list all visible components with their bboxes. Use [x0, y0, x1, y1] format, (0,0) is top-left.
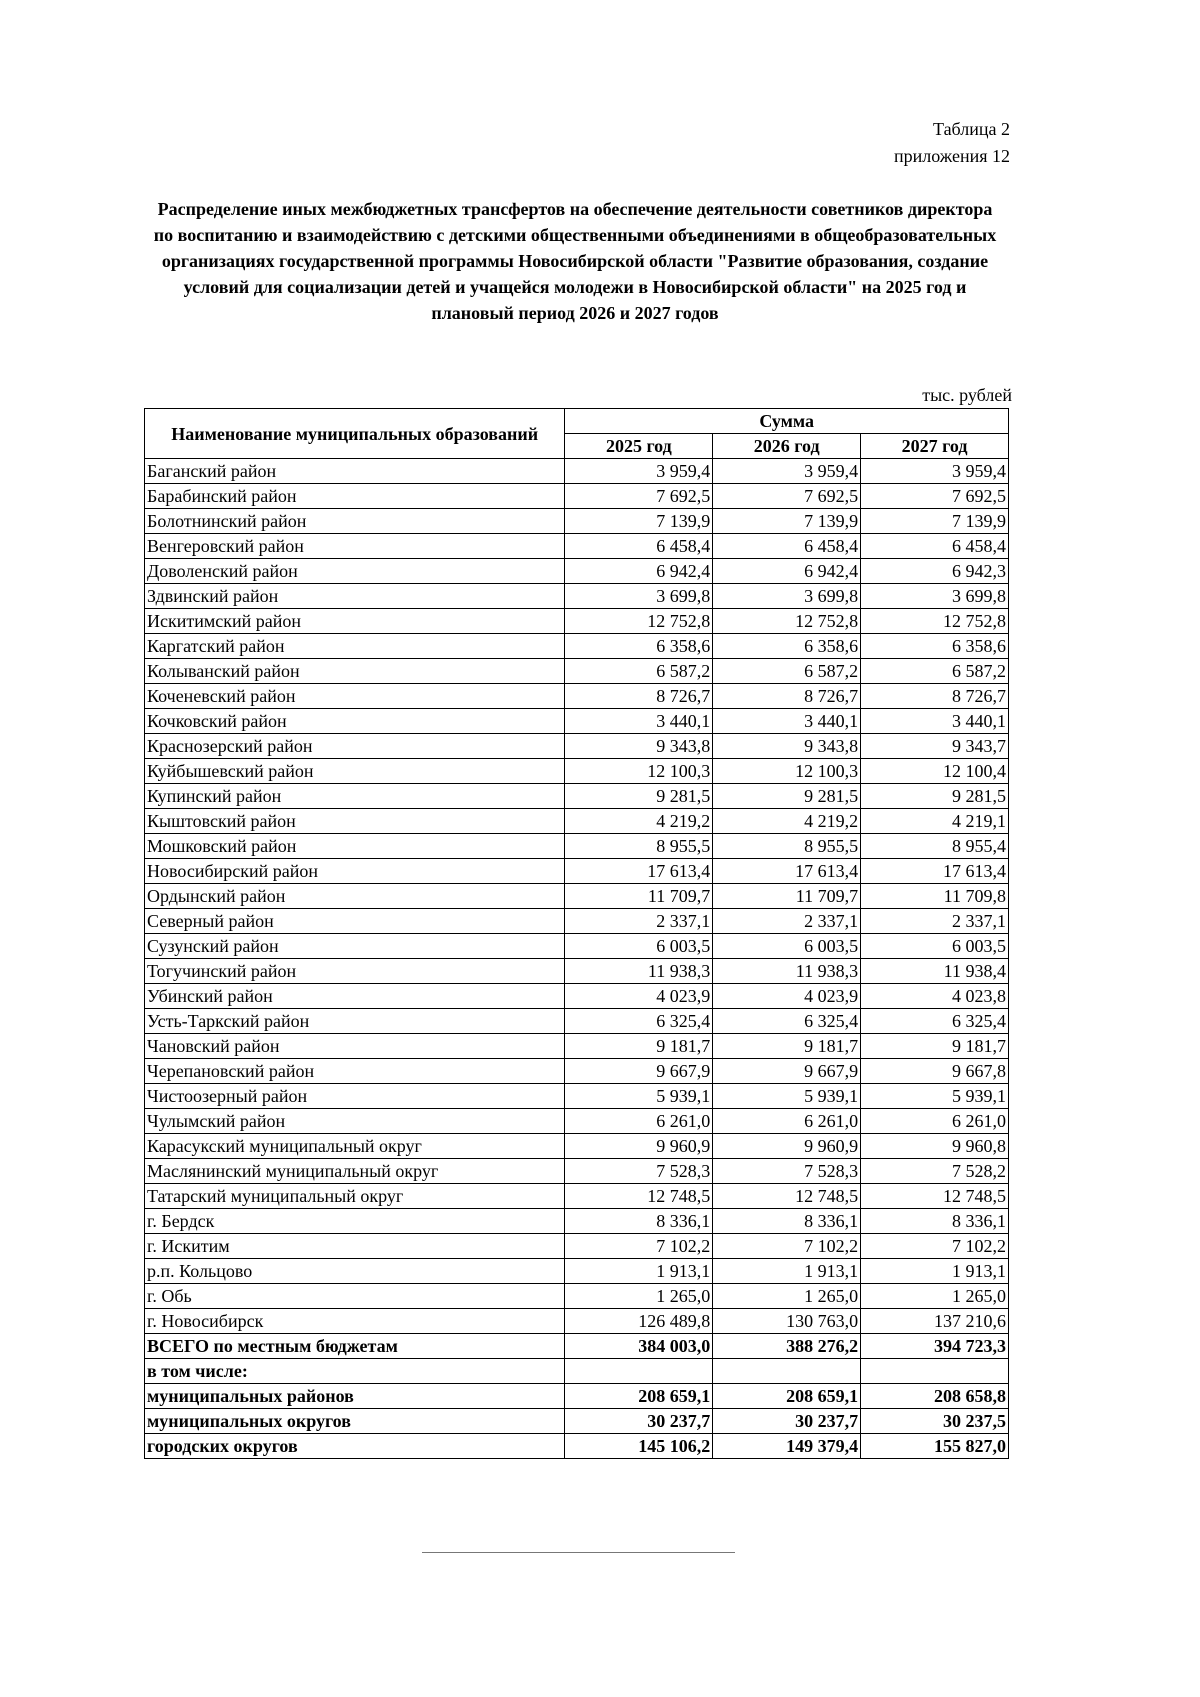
- amount-cell-2026: 8 955,5: [713, 834, 861, 859]
- table-row: [145, 1084, 1009, 1109]
- municipality-name-cell: городских округов: [145, 1434, 565, 1459]
- amount-cell-2026: 7 139,9: [713, 509, 861, 534]
- amount-cell-2027: 11 709,8: [861, 884, 1009, 909]
- table-row: [145, 709, 1009, 734]
- units-label: тыс. рублей: [922, 385, 1012, 405]
- table-row: [145, 1059, 1009, 1084]
- amount-cell-2025: 145 106,2: [565, 1434, 713, 1459]
- amount-cell-2027: 6 587,2: [861, 659, 1009, 684]
- municipality-name-cell: в том числе:: [145, 1359, 565, 1384]
- municipality-name-cell: Болотнинский район: [145, 509, 565, 534]
- amount-cell-2027: 7 139,9: [861, 509, 1009, 534]
- municipality-name-cell: муниципальных округов: [145, 1409, 565, 1434]
- municipality-name-cell: Здвинский район: [145, 584, 565, 609]
- amount-cell-2027: 9 343,7: [861, 734, 1009, 759]
- table-row: [145, 784, 1009, 809]
- amount-cell-2025: 9 281,5: [565, 784, 713, 809]
- amount-cell-2027: 9 667,8: [861, 1059, 1009, 1084]
- amount-cell-2026: 12 748,5: [713, 1184, 861, 1209]
- amount-cell-2027: 9 960,8: [861, 1134, 1009, 1159]
- table-row: [145, 484, 1009, 509]
- amount-cell-2027: 4 023,8: [861, 984, 1009, 1009]
- amount-cell-2025: 208 659,1: [565, 1384, 713, 1409]
- amount-cell-2027: 6 358,6: [861, 634, 1009, 659]
- amount-cell-2026: 9 281,5: [713, 784, 861, 809]
- municipality-name-cell: Купинский район: [145, 784, 565, 809]
- column-header-year-2025: 2025 год: [565, 434, 713, 459]
- amount-cell-2025: 7 528,3: [565, 1159, 713, 1184]
- amount-cell-2027: 4 219,1: [861, 809, 1009, 834]
- amount-cell-2025: 11 709,7: [565, 884, 713, 909]
- table-row: [145, 1409, 1009, 1434]
- municipality-name-cell: Чистоозерный район: [145, 1084, 565, 1109]
- municipality-name-cell: Карасукский муниципальный округ: [145, 1134, 565, 1159]
- municipality-name-cell: Каргатский район: [145, 634, 565, 659]
- amount-cell-2025: 8 955,5: [565, 834, 713, 859]
- amount-cell-2027: 8 955,4: [861, 834, 1009, 859]
- column-header-sum: Сумма: [565, 409, 1009, 434]
- amount-cell-2025: 11 938,3: [565, 959, 713, 984]
- amount-cell-2027: [861, 1359, 1009, 1384]
- amount-cell-2027: 7 102,2: [861, 1234, 1009, 1259]
- amount-cell-2027: 2 337,1: [861, 909, 1009, 934]
- amount-cell-2027: 12 752,8: [861, 609, 1009, 634]
- amount-cell-2025: 7 139,9: [565, 509, 713, 534]
- amount-cell-2027: 6 261,0: [861, 1109, 1009, 1134]
- amount-cell-2025: 12 752,8: [565, 609, 713, 634]
- amount-cell-2025: 1 265,0: [565, 1284, 713, 1309]
- amount-cell-2025: 12 748,5: [565, 1184, 713, 1209]
- distribution-table: [144, 408, 1009, 1459]
- municipality-name-cell: Коченевский район: [145, 684, 565, 709]
- amount-cell-2027: 137 210,6: [861, 1309, 1009, 1334]
- table-row: [145, 834, 1009, 859]
- table-row: [145, 909, 1009, 934]
- table-row: [145, 684, 1009, 709]
- amount-cell-2026: 30 237,7: [713, 1409, 861, 1434]
- amount-cell-2027: 208 658,8: [861, 1384, 1009, 1409]
- municipality-name-cell: Мошковский район: [145, 834, 565, 859]
- table-row: [145, 559, 1009, 584]
- table-row: [145, 1034, 1009, 1059]
- amount-cell-2026: 17 613,4: [713, 859, 861, 884]
- table-row: [145, 634, 1009, 659]
- amount-cell-2026: 1 913,1: [713, 1259, 861, 1284]
- amount-cell-2026: 6 942,4: [713, 559, 861, 584]
- amount-cell-2026: 8 726,7: [713, 684, 861, 709]
- appendix-number-note: приложения 12: [893, 146, 1010, 166]
- amount-cell-2025: 2 337,1: [565, 909, 713, 934]
- amount-cell-2027: 1 913,1: [861, 1259, 1009, 1284]
- table-row: [145, 959, 1009, 984]
- table-row: [145, 1309, 1009, 1334]
- amount-cell-2026: 130 763,0: [713, 1309, 861, 1334]
- table-row: [145, 1184, 1009, 1209]
- amount-cell-2025: 6 261,0: [565, 1109, 713, 1134]
- amount-cell-2025: 3 440,1: [565, 709, 713, 734]
- amount-cell-2026: 12 100,3: [713, 759, 861, 784]
- amount-cell-2025: 4 023,9: [565, 984, 713, 1009]
- table-row: [145, 459, 1009, 484]
- table-row: [145, 1384, 1009, 1409]
- amount-cell-2026: 3 959,4: [713, 459, 861, 484]
- amount-cell-2025: 7 102,2: [565, 1234, 713, 1259]
- table-row: [145, 759, 1009, 784]
- amount-cell-2027: 6 458,4: [861, 534, 1009, 559]
- amount-cell-2026: 6 003,5: [713, 934, 861, 959]
- municipality-name-cell: Сузунский район: [145, 934, 565, 959]
- amount-cell-2027: 12 100,4: [861, 759, 1009, 784]
- amount-cell-2025: 6 325,4: [565, 1009, 713, 1034]
- municipality-name-cell: Убинский район: [145, 984, 565, 1009]
- amount-cell-2026: 9 181,7: [713, 1034, 861, 1059]
- table-row: [145, 1259, 1009, 1284]
- amount-cell-2026: 388 276,2: [713, 1334, 861, 1359]
- municipality-name-cell: Татарский муниципальный округ: [145, 1184, 565, 1209]
- amount-cell-2026: 11 938,3: [713, 959, 861, 984]
- municipality-name-cell: Искитимский район: [145, 609, 565, 634]
- amount-cell-2025: 9 343,8: [565, 734, 713, 759]
- table-row: [145, 859, 1009, 884]
- amount-cell-2027: 9 181,7: [861, 1034, 1009, 1059]
- table-row: [145, 1134, 1009, 1159]
- amount-cell-2026: 149 379,4: [713, 1434, 861, 1459]
- municipality-name-cell: Маслянинский муниципальный округ: [145, 1159, 565, 1184]
- table-row: [145, 734, 1009, 759]
- amount-cell-2027: 17 613,4: [861, 859, 1009, 884]
- municipality-name-cell: г. Бердск: [145, 1209, 565, 1234]
- municipality-name-cell: г. Обь: [145, 1284, 565, 1309]
- municipality-name-cell: Чулымский район: [145, 1109, 565, 1134]
- footer-divider: [422, 1552, 735, 1553]
- amount-cell-2025: 6 942,4: [565, 559, 713, 584]
- municipality-name-cell: г. Новосибирск: [145, 1309, 565, 1334]
- table-row: [145, 609, 1009, 634]
- municipality-name-cell: Тогучинский район: [145, 959, 565, 984]
- municipality-name-cell: Венгеровский район: [145, 534, 565, 559]
- municipality-name-cell: Чановский район: [145, 1034, 565, 1059]
- municipality-name-cell: Новосибирский район: [145, 859, 565, 884]
- amount-cell-2026: 5 939,1: [713, 1084, 861, 1109]
- amount-cell-2026: 3 440,1: [713, 709, 861, 734]
- amount-cell-2025: 9 667,9: [565, 1059, 713, 1084]
- amount-cell-2026: 1 265,0: [713, 1284, 861, 1309]
- amount-cell-2027: 8 336,1: [861, 1209, 1009, 1234]
- table-row: [145, 534, 1009, 559]
- municipality-name-cell: Куйбышевский район: [145, 759, 565, 784]
- municipality-name-cell: Баганский район: [145, 459, 565, 484]
- amount-cell-2025: 8 726,7: [565, 684, 713, 709]
- table-row: [145, 1359, 1009, 1384]
- amount-cell-2025: 7 692,5: [565, 484, 713, 509]
- document-title: Распределение иных межбюджетных трансфертов на обеспечение деятельности советников директора по воспитанию и взаимодействию с детскими общественными объединениями в общеобразовательных организациях государственной программы Новосибирской области "Развитие образования, создание условий для социализации детей и учащейся молодежи в Новосибирской области" на 2025 год и плановый период 2026 и 2027 годов: [153, 199, 997, 323]
- table-row: [145, 1109, 1009, 1134]
- table-row: [145, 934, 1009, 959]
- amount-cell-2025: 4 219,2: [565, 809, 713, 834]
- municipality-name-cell: Доволенский район: [145, 559, 565, 584]
- amount-cell-2025: 12 100,3: [565, 759, 713, 784]
- amount-cell-2027: 30 237,5: [861, 1409, 1009, 1434]
- table-row: [145, 809, 1009, 834]
- amount-cell-2027: 155 827,0: [861, 1434, 1009, 1459]
- amount-cell-2027: 3 440,1: [861, 709, 1009, 734]
- municipality-name-cell: Северный район: [145, 909, 565, 934]
- municipality-name-cell: Усть-Таркский район: [145, 1009, 565, 1034]
- amount-cell-2025: [565, 1359, 713, 1384]
- amount-cell-2026: 7 102,2: [713, 1234, 861, 1259]
- table-row: [145, 984, 1009, 1009]
- amount-cell-2026: 11 709,7: [713, 884, 861, 909]
- table-row: [145, 509, 1009, 534]
- amount-cell-2026: 8 336,1: [713, 1209, 861, 1234]
- amount-cell-2026: 6 325,4: [713, 1009, 861, 1034]
- amount-cell-2026: 7 692,5: [713, 484, 861, 509]
- amount-cell-2026: 4 023,9: [713, 984, 861, 1009]
- amount-cell-2027: 6 942,3: [861, 559, 1009, 584]
- amount-cell-2027: 3 699,8: [861, 584, 1009, 609]
- amount-cell-2027: 9 281,5: [861, 784, 1009, 809]
- municipality-name-cell: р.п. Кольцово: [145, 1259, 565, 1284]
- column-header-year-2026: 2026 год: [713, 434, 861, 459]
- municipality-name-cell: Кыштовский район: [145, 809, 565, 834]
- table-row: [145, 584, 1009, 609]
- amount-cell-2025: 384 003,0: [565, 1334, 713, 1359]
- amount-cell-2027: 12 748,5: [861, 1184, 1009, 1209]
- municipality-name-cell: Колыванский район: [145, 659, 565, 684]
- amount-cell-2026: [713, 1359, 861, 1384]
- amount-cell-2025: 6 587,2: [565, 659, 713, 684]
- amount-cell-2025: 3 959,4: [565, 459, 713, 484]
- municipality-name-cell: Краснозерский район: [145, 734, 565, 759]
- amount-cell-2026: 12 752,8: [713, 609, 861, 634]
- amount-cell-2025: 3 699,8: [565, 584, 713, 609]
- amount-cell-2027: 6 003,5: [861, 934, 1009, 959]
- amount-cell-2027: 1 265,0: [861, 1284, 1009, 1309]
- amount-cell-2027: 11 938,4: [861, 959, 1009, 984]
- municipality-name-cell: г. Искитим: [145, 1234, 565, 1259]
- amount-cell-2026: 9 667,9: [713, 1059, 861, 1084]
- table-row: [145, 1234, 1009, 1259]
- amount-cell-2026: 3 699,8: [713, 584, 861, 609]
- amount-cell-2025: 17 613,4: [565, 859, 713, 884]
- amount-cell-2025: 9 181,7: [565, 1034, 713, 1059]
- table-row: [145, 659, 1009, 684]
- amount-cell-2025: 5 939,1: [565, 1084, 713, 1109]
- amount-cell-2026: 6 458,4: [713, 534, 861, 559]
- column-header-municipality: Наименование муниципальных образований: [145, 409, 565, 459]
- amount-cell-2026: 6 358,6: [713, 634, 861, 659]
- amount-cell-2026: 6 261,0: [713, 1109, 861, 1134]
- amount-cell-2027: 3 959,4: [861, 459, 1009, 484]
- amount-cell-2027: 8 726,7: [861, 684, 1009, 709]
- amount-cell-2025: 6 458,4: [565, 534, 713, 559]
- amount-cell-2026: 4 219,2: [713, 809, 861, 834]
- amount-cell-2025: 126 489,8: [565, 1309, 713, 1334]
- amount-cell-2025: 9 960,9: [565, 1134, 713, 1159]
- table-row: [145, 1284, 1009, 1309]
- column-header-year-2027: 2027 год: [861, 434, 1009, 459]
- municipality-name-cell: Черепановский район: [145, 1059, 565, 1084]
- municipality-name-cell: ВСЕГО по местным бюджетам: [145, 1334, 565, 1359]
- table-row: [145, 1334, 1009, 1359]
- table-row: [145, 1159, 1009, 1184]
- amount-cell-2026: 6 587,2: [713, 659, 861, 684]
- municipality-name-cell: Ордынский район: [145, 884, 565, 909]
- amount-cell-2025: 8 336,1: [565, 1209, 713, 1234]
- municipality-name-cell: муниципальных районов: [145, 1384, 565, 1409]
- amount-cell-2026: 208 659,1: [713, 1384, 861, 1409]
- amount-cell-2026: 7 528,3: [713, 1159, 861, 1184]
- municipality-name-cell: Барабинский район: [145, 484, 565, 509]
- amount-cell-2027: 7 528,2: [861, 1159, 1009, 1184]
- table-body: [145, 459, 1009, 1459]
- table-row: [145, 1434, 1009, 1459]
- amount-cell-2025: 1 913,1: [565, 1259, 713, 1284]
- amount-cell-2027: 5 939,1: [861, 1084, 1009, 1109]
- amount-cell-2026: 9 343,8: [713, 734, 861, 759]
- amount-cell-2027: 6 325,4: [861, 1009, 1009, 1034]
- table-number-note: Таблица 2: [933, 119, 1010, 139]
- municipality-name-cell: Кочковский район: [145, 709, 565, 734]
- table-row: [145, 1009, 1009, 1034]
- amount-cell-2025: 6 003,5: [565, 934, 713, 959]
- amount-cell-2025: 6 358,6: [565, 634, 713, 659]
- amount-cell-2027: 394 723,3: [861, 1334, 1009, 1359]
- table-row: [145, 884, 1009, 909]
- amount-cell-2026: 2 337,1: [713, 909, 861, 934]
- amount-cell-2027: 7 692,5: [861, 484, 1009, 509]
- amount-cell-2026: 9 960,9: [713, 1134, 861, 1159]
- amount-cell-2025: 30 237,7: [565, 1409, 713, 1434]
- table-row: [145, 1209, 1009, 1234]
